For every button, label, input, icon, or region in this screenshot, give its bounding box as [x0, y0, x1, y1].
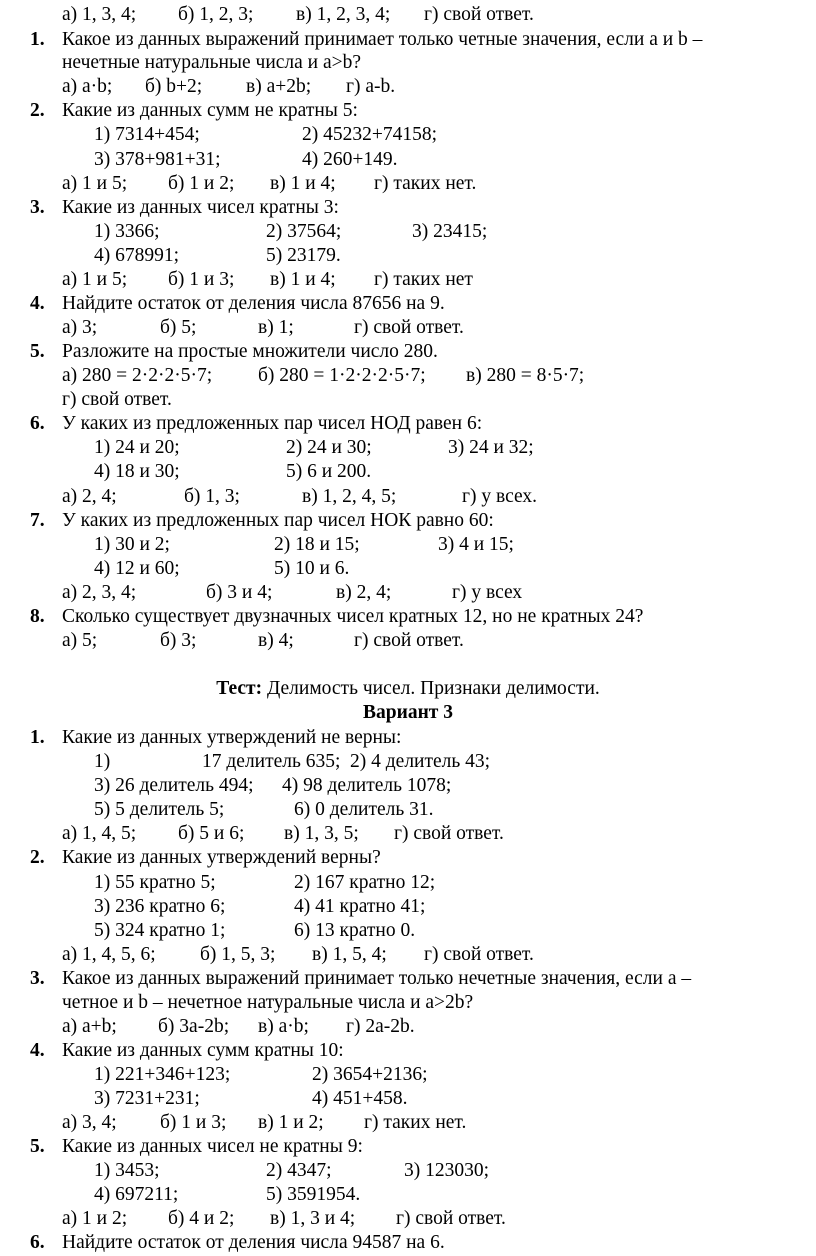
question-number: 8. [30, 606, 45, 627]
answer-b: б) 3 и 4; [206, 582, 273, 603]
answer-b: б) 280 = 1·2·2·2·5·7; [258, 365, 426, 386]
answer-c: в) 1, 2, 3, 4; [296, 4, 391, 25]
question-text: Разложите на простые множители число 280. [62, 341, 438, 362]
option-5: 5) 324 кратно 1; [94, 920, 226, 941]
option-6: 6) 13 кратно 0. [294, 920, 416, 941]
answer-d: г) таких нет. [364, 1112, 467, 1133]
option-1-label: 1) [94, 751, 111, 772]
answer-a: а) 2, 4; [62, 486, 117, 507]
option-3: 3) 26 делитель 494; [94, 775, 254, 796]
option-1: 1) 3453; [94, 1160, 160, 1181]
option-2: 2) 4347; [266, 1160, 332, 1181]
answer-d: г) свой ответ. [62, 389, 172, 410]
answer-d: г) 2a-2b. [346, 1016, 415, 1037]
answer-c: в) 1 и 4; [270, 173, 336, 194]
question-number: 5. [30, 341, 45, 362]
option-2: 2) 4 делитель 43; [350, 751, 491, 772]
option-3: 3) 123030; [404, 1160, 490, 1181]
option-3: 3) 23415; [412, 221, 488, 242]
answer-b: б) 1 и 3; [160, 1112, 227, 1133]
question-text: Какие из данных утверждений верны? [62, 847, 381, 868]
option-3: 3) 24 и 32; [448, 437, 534, 458]
option-3: 3) 7231+231; [94, 1088, 200, 1109]
question-text: Какие из данных утверждений не верны: [62, 727, 402, 748]
question-number: 2. [30, 100, 45, 121]
answer-a: а) 2, 3, 4; [62, 582, 137, 603]
answer-d: г) свой ответ. [424, 4, 534, 25]
answer-c: в) 1; [258, 317, 294, 338]
question-number: 1. [30, 29, 45, 50]
answer-a: а) 5; [62, 630, 98, 651]
question-text: Какое из данных выражений принимает только нечетные значения, если а – [62, 968, 692, 989]
question-number: 5. [30, 1136, 45, 1157]
question-number: 4. [30, 293, 45, 314]
option-4: 4) 697211; [94, 1184, 179, 1205]
option-5: 5) 3591954. [266, 1184, 361, 1205]
question-text: Найдите остаток от деления числа 94587 на 6. [62, 1232, 445, 1253]
answer-a: а) 1 и 5; [62, 269, 128, 290]
question-text: У каких из предложенных пар чисел НОК равно 60: [62, 510, 494, 531]
option-4: 4) 451+458. [312, 1088, 408, 1109]
question-text: Какие из данных чисел не кратны 9: [62, 1136, 363, 1157]
answer-d: г) свой ответ. [354, 630, 464, 651]
test-label: Тест: [216, 678, 263, 699]
answer-b: б) 1, 2, 3; [178, 4, 254, 25]
answer-c: в) 1 и 2; [258, 1112, 324, 1133]
question-text: Какие из данных сумм кратны 10: [62, 1040, 344, 1061]
option-5: 5) 5 делитель 5; [94, 799, 225, 820]
option-3: 3) 4 и 15; [438, 534, 514, 555]
option-2: 2) 24 и 30; [286, 437, 372, 458]
answer-b: б) b+2; [145, 76, 203, 97]
answer-c: в) 1, 3 и 4; [270, 1208, 356, 1229]
question-text: Какое из данных выражений принимает только четные значения, если a и b – [62, 29, 703, 50]
option-1: 1) 221+346+123; [94, 1064, 231, 1085]
answer-c: в) 280 = 8·5·7; [466, 365, 585, 386]
answer-b: б) 5; [160, 317, 197, 338]
answer-c: в) 4; [258, 630, 294, 651]
answer-d: г) a-b. [346, 76, 396, 97]
question-number: 4. [30, 1040, 45, 1061]
answer-a: а) 1 и 2; [62, 1208, 128, 1229]
answer-a: а) 1, 4, 5, 6; [62, 944, 156, 965]
answer-b: б) 5 и 6; [178, 823, 245, 844]
answer-a: а) 3; [62, 317, 98, 338]
answer-c: в) a+2b; [246, 76, 312, 97]
option-4: 4) 98 делитель 1078; [282, 775, 452, 796]
answer-b: б) 3; [160, 630, 197, 651]
option-2: 2) 167 кратно 12; [294, 872, 436, 893]
option-1: 1) 3366; [94, 221, 160, 242]
option-1: 1) 24 и 20; [94, 437, 180, 458]
option-2: 2) 18 и 15; [274, 534, 360, 555]
answer-d: г) свой ответ. [396, 1208, 506, 1229]
option-6: 6) 0 делитель 31. [294, 799, 434, 820]
answer-d: г) у всех. [462, 486, 538, 507]
option-1: 1) 7314+454; [94, 124, 200, 145]
answer-a: а) a+b; [62, 1016, 117, 1037]
option-4: 4) 12 и 60; [94, 558, 180, 579]
question-number: 6. [30, 413, 45, 434]
answer-b: б) 3a-2b; [158, 1016, 230, 1037]
answer-b: б) 1, 3; [184, 486, 240, 507]
test-topic: Делимость чисел. Признаки делимости. [262, 678, 600, 699]
question-text: У каких из предложенных пар чисел НОД равен 6: [62, 413, 483, 434]
option-1: 17 делитель 635; [202, 751, 341, 772]
answer-b: б) 1 и 2; [168, 173, 235, 194]
answer-a: а) a·b; [62, 76, 113, 97]
answer-c: в) 1, 3, 5; [284, 823, 359, 844]
question-text: Найдите остаток от деления числа 87656 на 9. [62, 293, 445, 314]
option-4: 4) 260+149. [302, 149, 398, 170]
answer-d: г) у всех [452, 582, 523, 603]
option-4: 4) 41 кратно 41; [294, 896, 426, 917]
question-number: 3. [30, 197, 45, 218]
answer-c: в) 1, 5, 4; [312, 944, 387, 965]
answer-c: в) 2, 4; [336, 582, 392, 603]
option-2: 2) 45232+74158; [302, 124, 438, 145]
question-text: Какие из данных сумм не кратны 5: [62, 100, 358, 121]
question-text-cont: нечетные натуральные числа и a>b? [62, 52, 362, 73]
question-number: 2. [30, 847, 45, 868]
option-1: 1) 30 и 2; [94, 534, 170, 555]
answer-c: в) 1 и 4; [270, 269, 336, 290]
variant-title: Вариант 3 [362, 702, 454, 723]
answer-a: а) 1 и 5; [62, 173, 128, 194]
question-text: Какие из данных чисел кратны 3: [62, 197, 339, 218]
question-number: 6. [30, 1232, 45, 1253]
question-number: 1. [30, 727, 45, 748]
option-2: 2) 37564; [266, 221, 342, 242]
question-text-cont: четное и b – нечетное натуральные числа и a>2b? [62, 992, 474, 1013]
answer-a: а) 1, 3, 4; [62, 4, 137, 25]
answer-c: в) a·b; [258, 1016, 309, 1037]
answer-d: г) таких нет. [374, 173, 477, 194]
answer-c: в) 1, 2, 4, 5; [302, 486, 397, 507]
option-5: 5) 6 и 200. [286, 461, 372, 482]
answer-d: г) свой ответ. [424, 944, 534, 965]
option-3: 3) 236 кратно 6; [94, 896, 226, 917]
option-1: 1) 55 кратно 5; [94, 872, 216, 893]
option-5: 5) 23179. [266, 245, 341, 266]
answer-d: г) свой ответ. [394, 823, 504, 844]
answer-d: г) таких нет [374, 269, 473, 290]
answer-b: б) 1, 5, 3; [200, 944, 276, 965]
option-4: 4) 18 и 30; [94, 461, 180, 482]
answer-a: а) 3, 4; [62, 1112, 117, 1133]
answer-a: а) 280 = 2·2·2·5·7; [62, 365, 213, 386]
option-5: 5) 10 и 6. [274, 558, 350, 579]
question-number: 7. [30, 510, 45, 531]
answer-b: б) 1 и 3; [168, 269, 235, 290]
answer-b: б) 4 и 2; [168, 1208, 235, 1229]
answer-a: а) 1, 4, 5; [62, 823, 137, 844]
option-4: 4) 678991; [94, 245, 180, 266]
question-text: Сколько существует двузначных чисел кратных 12, но не кратных 24? [62, 606, 644, 627]
option-2: 2) 3654+2136; [312, 1064, 428, 1085]
option-3: 3) 378+981+31; [94, 149, 221, 170]
question-number: 3. [30, 968, 45, 989]
test-title [0, 678, 816, 700]
answer-d: г) свой ответ. [354, 317, 464, 338]
